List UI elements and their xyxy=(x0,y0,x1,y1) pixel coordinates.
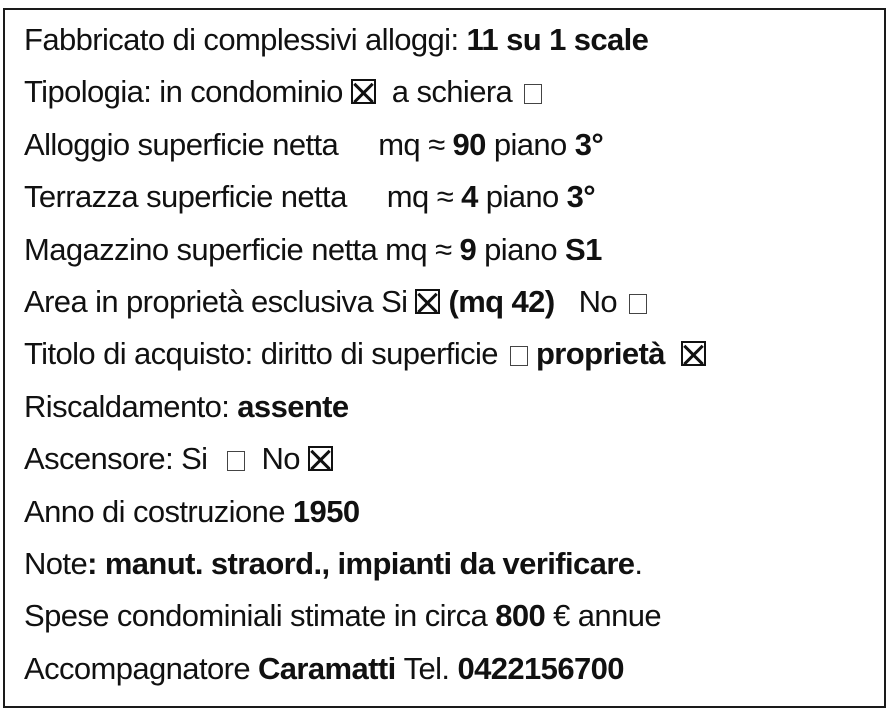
label-text: a schiera xyxy=(375,74,521,110)
checked-box-icon xyxy=(681,341,706,366)
label-text: Alloggio superficie netta mq ≈ xyxy=(24,126,453,162)
label-text: Ascensore: Si xyxy=(24,441,224,477)
value-text: 11 su 1 scale xyxy=(466,22,649,57)
area-line xyxy=(24,280,706,332)
value-text: 3° xyxy=(566,179,596,215)
value-text: 90 xyxy=(452,126,486,162)
label-text: piano xyxy=(485,126,575,162)
label-text: € annue xyxy=(545,598,661,634)
value-text: assente xyxy=(237,388,349,424)
value-text: Caramatti xyxy=(257,650,404,686)
label-text: Anno di costruzione xyxy=(24,493,293,529)
anno-line xyxy=(24,490,706,542)
label-text: . xyxy=(634,545,643,581)
value-text: : manut. straord., impianti da verificare xyxy=(87,545,635,581)
value-text: 0422156700 xyxy=(457,650,624,686)
value-text: (mq 42) xyxy=(448,283,555,319)
label-text: piano xyxy=(477,179,567,215)
label-text: Tel. xyxy=(403,650,458,686)
riscaldamento-line xyxy=(24,385,706,437)
label-text: Spese condominiali stimate in circa xyxy=(24,598,496,634)
label-text: Accompagnatore xyxy=(24,650,258,686)
label-text xyxy=(440,284,448,319)
tipologia-line xyxy=(24,70,706,122)
value-text: 800 xyxy=(495,598,546,634)
value-text: proprietà xyxy=(535,336,665,372)
label-text: Titolo di acquisto: diritto di superficie xyxy=(24,336,506,372)
unchecked-box-icon xyxy=(629,294,647,314)
label-text: No xyxy=(245,441,308,477)
checked-box-icon xyxy=(415,289,440,314)
label-text: Fabbricato di complessivi alloggi: xyxy=(24,22,467,57)
property-details-list xyxy=(24,18,706,699)
checked-box-icon xyxy=(351,79,376,104)
label-text xyxy=(665,336,681,371)
terrazza-line xyxy=(24,175,706,227)
checked-box-icon xyxy=(308,446,333,471)
unchecked-box-icon xyxy=(227,451,245,471)
label-text: Area in proprietà esclusiva Si xyxy=(24,283,416,319)
custode-line xyxy=(24,647,706,699)
alloggio-line xyxy=(24,123,706,175)
label-text: Riscaldamento: xyxy=(24,388,238,424)
value-text: 9 xyxy=(459,231,477,267)
titolo-line xyxy=(24,332,706,384)
value-text: 4 xyxy=(461,179,478,215)
fabbricato-line xyxy=(24,18,706,70)
ascensore-line xyxy=(24,437,706,489)
spese-line xyxy=(24,594,706,646)
label-text: No xyxy=(554,283,626,319)
magazzino-line xyxy=(24,228,706,280)
label-text xyxy=(528,336,536,371)
unchecked-box-icon xyxy=(510,346,528,366)
unchecked-box-icon xyxy=(524,84,542,104)
note-line xyxy=(24,542,706,594)
value-text: 1950 xyxy=(292,493,360,529)
label-text: Tipologia: in condominio xyxy=(24,74,351,110)
label-text: Note xyxy=(24,545,88,581)
value-text: 3° xyxy=(574,126,604,162)
label-text: Terrazza superficie netta mq ≈ xyxy=(24,179,462,215)
label-text: Magazzino superficie netta mq ≈ xyxy=(24,231,460,267)
value-text: S1 xyxy=(565,231,602,267)
label-text: piano xyxy=(476,231,566,267)
